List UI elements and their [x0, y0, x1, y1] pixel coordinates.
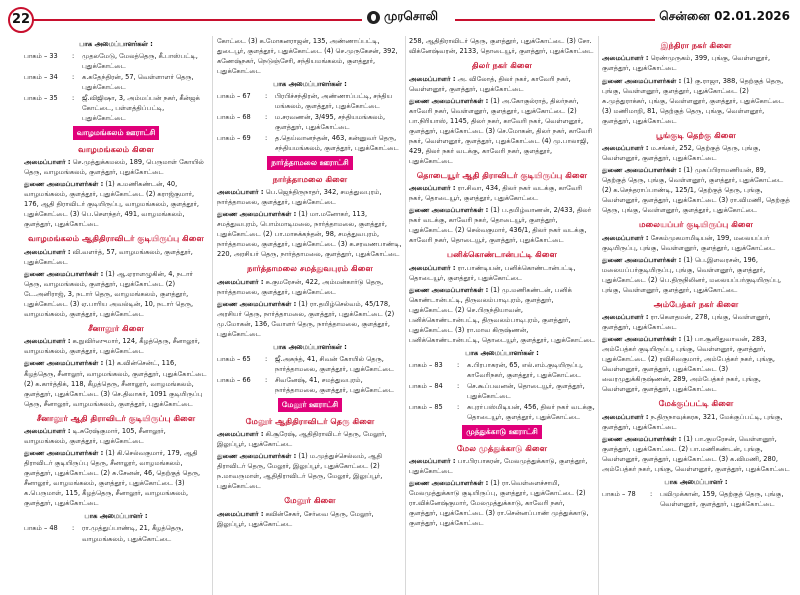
member-entry — [602, 143, 790, 163]
member-entry — [602, 53, 790, 73]
branch-title: வாழமங்கலம் கிளை — [78, 143, 154, 154]
masthead-logo — [363, 9, 442, 25]
branch-title: சீனாலூர் கிளை — [88, 322, 144, 333]
member-details: ம.சங்கர், 252, தெற்குத் தெரு, புங்கு, வெள்ளனூர், குளத்தூர், புதுக்கோட்டை — [602, 144, 761, 163]
separator-colon: : — [457, 382, 460, 391]
booth-number: பாகம் – 67 — [217, 92, 251, 101]
separator-colon: : — [650, 490, 653, 499]
separator-colon: : — [72, 524, 75, 533]
separator-colon: : — [72, 73, 75, 82]
booth-row — [217, 375, 403, 395]
member-entry — [409, 456, 595, 476]
member-details: அ. விலோத், திலர் நகர், காவேரி நகர், வெள்ளனூர், குளத்தூர், புதுக்கோட்டை — [409, 74, 571, 93]
column-divider — [212, 36, 213, 595]
member-entry — [24, 448, 208, 508]
column-divider — [598, 36, 599, 595]
member-entry — [217, 187, 403, 207]
member-details: (1) கி.செல்வகுமார், 179, ஆதி திராவிடர் குடியிருப்பு தெரு, சீனாலூர், வாழமங்கலம், குளத்தூர், புதுக்கோட்டை (2) சு.சேனன், 46, தெற்குத் தெரு, சீனாலூர், வாழமங்கலம், குளத்தூர், புதுக்கோட்டை (3) க.பெருமாள், 115, கீழத்தெரு, சீனாலூர், வாழமங்கலம், குளத்தூர், புதுக்கோட்டை — [24, 449, 201, 508]
branch-title: மேலூர் கிளை — [284, 495, 336, 506]
booth-details: செ.கூப்பவனன், தொடையூர், குளத்தூர், புதுக்கோட்டை — [467, 382, 585, 401]
member-details: (1) பா.குமரேசன், வெள்ளனூர், குளத்தூர், புதுக்கோட்டை (2) பா.மணிகண்டன், புங்கு, வெள்ளனூர், குளத்தூர், புதுக்கோட்டை (3) க.விமணி, 280, அம்பேத்கர் நகர், புங்கு, வெள்ளனூர், குளத்தூர், புதுக்கோட்டை — [602, 434, 790, 473]
role-label: அமைப்பாளர் : — [602, 233, 649, 242]
role-label: அமைப்பாளர் : — [409, 457, 456, 466]
role-label: துணை அமைப்பாளர்கள் : — [24, 449, 104, 458]
member-details: (1) கு.ராஜா, 388, தெற்குத் தெரு, புங்கு, வெள்ளனூர், குளத்தூர், புதுக்கோட்டை (2) சு.முத்துராக்கர், புங்கு, வெள்ளனூர், குளத்தூர், புதுக்கோட்டை (3) மணிமாறி, 81, தெற்குத் தெரு, புங்கு, வெள்ளனூர், குளத்தூர், புதுக்கோட்டை — [602, 76, 784, 125]
booth-row — [217, 91, 403, 111]
member-entry — [217, 277, 403, 297]
member-details: (1) ஆ.ஏராளழுகின், 4, நடார் தெரு, வாழமங்கலம், குளத்தூர், புதுக்கோட்டை (2) டே.அனிராஜ், 3, நடார் தெரு, வாழமங்கலம், குளத்தூர், புதுக்கோட்டை (3) ஏ.பாரிய அவல்டின், 10, நடார் தெரு, வாழமங்கலம், குளத்தூர், புதுக்கோட்டை — [24, 269, 194, 318]
member-entry — [217, 429, 403, 449]
role-label: அமைப்பாளர் : — [217, 509, 264, 518]
role-label: அமைப்பாளர் : — [24, 427, 71, 436]
booth-details: சிவனேஷ், 41, சமத்துவபுரம், நார்த்தாமலை, குளத்தூர், புதுக்கோட்டை — [275, 376, 394, 395]
role-label: அமைப்பாளர் : — [217, 277, 264, 286]
member-entry — [409, 285, 595, 345]
booth-number: பாகம் – 84 — [409, 382, 443, 391]
continued-text: 258, ஆதிதிராவிடர் தெரு, குளத்தூர், புதுக்கோட்டை (3) சோ. விக்னேஷ்வரன், 2133, தொடையூர், குளத்தூர், புதுக்கோட்டை — [409, 37, 594, 56]
subheading: பாக அமைப்பாளர் : — [664, 477, 728, 486]
member-entry — [602, 412, 790, 432]
booth-details: பவிமுக்கான், 159, தெற்குத் தெரு, புங்கு, வெள்ளனூர், குளத்தூர், புதுக்கோட்டை — [660, 490, 784, 509]
member-entry — [24, 358, 208, 408]
role-label: துணை அமைப்பாளர்கள் : — [602, 335, 682, 344]
branch-title: சீனாலூர் ஆதி திராவிடர் குடியிருப்பு கிளை — [36, 412, 196, 423]
member-entry — [602, 165, 790, 215]
booth-details: ஜீ.விஜிஷா, 3, அம்மப்பன் நகர், கீன்ஜக் கோட்டை, பள்ளத்திப்பட்டி, புதுக்கோட்டை — [82, 94, 200, 123]
member-details: (1) மா.மனோகர், 113, சமத்துவபுரம், பொம்மாடிமலை, நார்த்தாமலை, குளத்தூர், புதுக்கோட்டை (2) பா.மாசுக்கந்தன், 98, சமத்துவபுரம், நார்த்தாமலை, குளத்தூர், புதுக்கோட்டை (3) க.சரவணபாண்டி, 220, அரசியர் தெரு, நார்த்தாமலை, குளத்தூர், புதுக்கோட்டை — [217, 210, 402, 259]
role-label: அமைப்பாளர் : — [409, 263, 456, 272]
role-label: துணை அமைப்பாளர்கள் : — [217, 210, 297, 219]
booth-row — [217, 112, 403, 132]
header-rule-left — [32, 19, 362, 21]
member-entry — [24, 269, 208, 319]
role-label: அமைப்பாளர் : — [602, 54, 649, 63]
member-details: க.நுவிர்ஸுமார், 124, கீழத்தெரு, சீனாலூர், வாழமங்கலம், குளத்தூர், புதுக்கோட்டை — [24, 337, 200, 356]
member-details: (1) ம.முத்துச்செல்வம், ஆதி திராவிடர் தெரு, மேலூர், இலுப்பூர், புதுக்கோட்டை (2) ந.மாவருமாள், ஆதிதிராவிடர் தெரு, மேலூர், இலுப்பூர், புதுக்கோட்டை — [217, 452, 383, 491]
role-label: துணை அமைப்பாளர்கள் : — [602, 434, 682, 443]
member-details: டி.சுரேஷ்குமார், 105, சீனாலூர், வாழமங்கலம், குளத்தூர், புதுக்கோட்டை — [24, 427, 166, 446]
section-banner: நார்த்தாமலை ஊராட்சி — [267, 156, 352, 169]
member-entry — [602, 255, 790, 295]
member-details: ரெண்முருகம், 399, புங்கு, வெள்ளனூர், குளத்தூர், புதுக்கோட்டை — [602, 54, 771, 73]
booth-number: பாகம் – 48 — [24, 524, 58, 533]
column-4 — [602, 36, 790, 595]
column-3 — [409, 36, 595, 595]
member-entry — [602, 312, 790, 332]
section-banner: வாழமங்கலம் ஊராட்சி — [73, 126, 159, 139]
member-details: ரா.பாண்டியன், பனிக்கொண்டான்பட்டி, தொடையூர், குளத்தூர், புதுக்கோட்டை — [409, 263, 576, 282]
member-details: (1) பெ.இளவரசன், 196, மலையப்பர்குடியிருப்பு, புங்கு, வெள்ளனூர், குளத்தூர், புதுக்கோட்டை (2) பெ.திருநிலினர், மலையப்பர்குடியிருப்பு, புங்கு, வெள்ளனூர், குளத்தூர், புதுக்கோட்டை — [602, 255, 782, 294]
subheading: பாக அமைப்பாளர்கள் : — [273, 80, 347, 89]
booth-number: பாகம் – 34 — [24, 73, 58, 82]
separator-colon: : — [72, 52, 75, 61]
booth-number: பாகம் – 66 — [217, 376, 251, 385]
booth-number: பாகம் – 65 — [217, 355, 251, 364]
booth-row — [409, 381, 595, 401]
role-label: துணை அமைப்பாளர்கள் : — [24, 359, 104, 368]
booth-number: பாகம் – 78 — [602, 490, 636, 499]
member-details: பா.பிரபாகரன், மேலமுத்துக்காடு, குளத்தூர், புதுக்கோட்டை — [409, 457, 588, 476]
dateline — [655, 9, 790, 25]
booth-row — [409, 402, 595, 422]
member-entry — [409, 263, 595, 283]
branch-title: வாழமங்கலம் ஆதிதிராவிடர் குடியிருப்பு கிளை — [28, 233, 204, 244]
role-label: துணை அமைப்பாளர்கள் : — [409, 285, 489, 294]
member-details: (1) முகப்பிராமணியன், 89, தெற்குத் தெரு, புங்கு, வெள்ளனூர், குளத்தூர், புதுக்கோட்டை (2) க.செந்தராப்பாண்டி, 125/1, தெற்குத் தெரு, புங்கு, வெள்ளனூர், குளத்தூர், புதுக்கோட்டை (3) ரா.விமணி, தெற்குத் தெரு, புங்கு, வெள்ளனூர், குளத்தூர், புதுக்கோட்டை — [602, 166, 790, 215]
booth-details: முதலமேடு, மேலத்தெரு, கீ.பாஸ்பட்டி, புதுக்கோட்டை — [82, 52, 198, 71]
section-banner: மேலூர் ஊராட்சி — [278, 398, 342, 411]
column-divider — [405, 36, 406, 595]
role-label: துணை அமைப்பாளர்கள் : — [602, 255, 682, 264]
separator-colon: : — [265, 113, 268, 122]
member-entry — [409, 478, 595, 528]
member-entry — [24, 247, 208, 267]
member-entry — [217, 209, 403, 259]
branch-title: மேக்குப்பட்டி கிளை — [658, 398, 734, 409]
booth-number: பாகம் – 69 — [217, 134, 251, 143]
page-number: 22 — [8, 7, 34, 33]
member-entry — [602, 434, 790, 474]
branch-title: மேலூர் ஆதிதிராவிடர் தெரு கிளை — [245, 415, 375, 426]
booth-row — [24, 51, 208, 71]
booth-number: பாகம் – 83 — [409, 361, 443, 370]
branch-title: திலர் நகர் கிளை — [471, 60, 533, 71]
booth-row — [24, 93, 208, 123]
member-entry — [602, 334, 790, 394]
member-details: கி.சூரேஷ், ஆதிதிராவிடர் தெரு, மேலூர், இலுப்பூர், புதுக்கோட்டை — [217, 430, 387, 449]
role-label: துணை அமைப்பாளர்கள் : — [409, 96, 489, 105]
booth-row — [217, 354, 403, 374]
branch-title: இந்திரா நகர் கிளை — [660, 40, 732, 50]
branch-title: மலையப்பர் குடியிருப்பு கிளை — [638, 219, 754, 230]
separator-colon: : — [457, 403, 460, 412]
role-label: துணை அமைப்பாளர்கள் : — [24, 269, 104, 278]
issue-date: 02.01.2026 — [714, 9, 790, 23]
booth-number: பாகம் – 68 — [217, 113, 251, 122]
subheading: பாக அமைப்பாளர்கள் : — [79, 40, 153, 48]
member-details: (1) க.வின்சென்ட், 116, கீழத்தெரு, சீனாலூர், வாழமங்கலம், குளத்தூர், புதுக்கோட்டை (2) க.கார்த்திக், 118, கீழத்தெரு, சீனாலூர், வாழமங்கலம், குளத்தூர், புதுக்கோட்டை (3) செ.திவாகர், 1091 குடியிருப்பு தெரு, சீனாலூர், வாழமங்கலம், குளத்தூர், புதுக்கோட்டை — [24, 359, 207, 408]
booth-row — [409, 360, 595, 380]
role-label: துணை அமைப்பாளர்கள் : — [217, 452, 297, 461]
role-label: அமைப்பாளர் : — [217, 430, 264, 439]
continued-text: கோட்டை (3) க.மோகனராஜன், 135, அண்ணாப்பட்டி, துடைபூர், குளத்தூர், புதுக்கோட்டை (4) செ.முருகேசன், 392, கணேஷ்நகர், நெடுஞ்சேரி, சந்தியமங்கலம், குளத்தூர், புதுக்கோட்டை — [217, 37, 398, 76]
member-entry — [217, 509, 403, 529]
booth-number: பாகம் – 35 — [24, 94, 58, 103]
member-entry — [24, 426, 208, 446]
member-entry — [602, 76, 790, 126]
role-label: அமைப்பாளர் : — [409, 184, 456, 193]
separator-colon: : — [265, 134, 268, 143]
member-details: செ.முத்துக்கமலம், 189, பெருமாள் கோயில் தெரு, வாழமங்கலம், குளத்தூர், புதுக்கோட்டை — [24, 158, 204, 177]
role-label: அமைப்பாளர் : — [602, 412, 649, 421]
booth-details: ம.சரவணன், 3/495, சந்தியமங்கலம், குளத்தூர், புதுக்கோட்டை — [275, 113, 386, 132]
header-rule-right — [455, 19, 665, 21]
role-label: துணை அமைப்பாளர்கள் : — [602, 76, 682, 85]
member-entry — [24, 179, 208, 229]
separator-colon: : — [457, 361, 460, 370]
section-banner: முத்துக்காடு ஊராட்சி — [462, 425, 542, 438]
role-label: அமைப்பாளர் : — [409, 74, 456, 83]
booth-row — [217, 133, 403, 153]
member-entry — [217, 451, 403, 491]
member-details: சேகம்முகமாமிடியன், 199, மலையப்பர் குடியிருப்பு, புங்கு, வெள்ளனூர், குளத்தூர், புதுக்கோட்டை — [602, 233, 776, 252]
role-label: அமைப்பாளர் : — [24, 337, 71, 346]
branch-title: அம்பேத்கர் நகர் கிளை — [653, 298, 739, 309]
member-details: (1) ரா.வெள்ளைச்சாமி, மேலமுத்துக்காடு குடியிருப்பு, குளத்தூர், புதுக்கோட்டை (2) ரா.விக்னேஷ்குமார், மேலமுத்துக்காடு, காவேரி நகர், குளத்தூர், புதுக்கோட்டை (3) ரா.சென்னப்பாண் முத்துக்காடு, குளத்தூர், புதுக்கோட்டை — [409, 479, 589, 528]
branch-title: தொடையூர் ஆதி திராவிடர் குடியிருப்பு கிளை — [416, 169, 588, 180]
member-details: (1) பா.சூனிதுவாவன், 283, அம்பேத்கர் குடியிருப்பு, புங்கு, வெள்ளனூர், குளத்தூர், புதுக்கோட்டை (2) ரவிசிவகுமார், அம்பேத்கர் நகர், புங்கு, வெள்ளனூர், குளத்தூர், புதுக்கோட்டை (3) வைரமுதுக்கிருஷ்ணன், 289, அம்பேத்கர் நகர், புங்கு, வெள்ளனூர், குளத்தூர், புதுக்கோட்டை — [602, 335, 776, 394]
member-entry — [409, 74, 595, 94]
separator-colon: : — [265, 355, 268, 364]
member-entry — [24, 336, 208, 356]
role-label: துணை அமைப்பாளர்கள் : — [217, 299, 297, 308]
booth-details: சுபுரா்பஸ்மிடியன், 456, திலர் நகர் வடக்கு, தொடையூர், குளத்தூர், புதுக்கோட்டை — [467, 403, 595, 422]
role-label: அமைப்பாளர் : — [24, 247, 71, 256]
booth-row — [602, 489, 790, 509]
branch-title: மேல முத்துக்காடு கிளை — [456, 442, 548, 453]
member-details: கவின்சேகர், சேர்வை தெரு, மேலூர், இலுப்பூர், புதுக்கோட்டை — [217, 509, 374, 528]
member-details: ரா.கௌதமன், 278, புங்கு, வெள்ளனூர், குளத்தூர், புதுக்கோட்டை — [602, 313, 771, 332]
role-label: துணை அமைப்பாளர்கள் : — [409, 479, 489, 488]
role-label: துணை அமைப்பாளர்கள் : — [24, 180, 104, 189]
branch-title: பூங்குடி தெற்கு கிளை — [656, 129, 736, 140]
member-details: (1) ரா.தமிழ்செல்வம், 45/178, அரசியர் தெரு, நார்த்தாமலை, குளத்தூர், புதுக்கோட்டை (2) மு.மோகன், 136, வோளர் தெரு, நார்த்தாமலை, குளத்தூர், புதுக்கோட்டை — [217, 299, 395, 338]
separator-colon: : — [72, 94, 75, 103]
member-entry — [24, 157, 208, 177]
member-entry — [217, 299, 403, 339]
role-label: அமைப்பாளர் : — [24, 158, 71, 167]
branch-title: நார்த்தாமலை சமத்துவபுரம் கிளை — [247, 263, 373, 274]
role-label: அமைப்பாளர் : — [602, 313, 649, 322]
member-entry — [602, 233, 790, 253]
booth-details: பிரபிச்சந்திரன், அண்ணாப்பட்டி, சந்திய மங்கலம், குளத்தூர், புதுக்கோட்டை — [275, 92, 393, 111]
role-label: துணை அமைப்பாளர்கள் : — [602, 166, 682, 175]
member-details: பெ.ஜெந்திருநாதர், 342, சமத்துவபுரம், நார்த்தாமலை, குளத்தூர், புதுக்கோட்டை — [217, 188, 382, 207]
booth-details: த.தெய்வானந்தன், 463, கன்னுவர் தெரு, சந்தியமங்கலம், குளத்தூர், புதுக்கோட்டை — [275, 134, 399, 153]
paper-name: முரசொலி — [384, 9, 438, 23]
member-details: சு.குமரேசன், 422, அம்மன்கார்டு தெரு, நார்த்தாமலை, குளத்தூர், புதுக்கோட்டை — [217, 277, 384, 296]
member-details: (1) மு.மணிகண்டன், பனிக் கொண்டான்பட்டி, திருவலம்பாடிபுரம், குளத்தூர், புதுக்கோட்டை (2) செ.பிருந்தியாவன், பனிக்கொண்டான்பட்டி, திருவலம்பாடிபுரம், குளத்தூர், புதுக்கோட்டை (3) ரா.மாவ கிருஷ்ணன், பனிக்கொண்டான்பட்டி, தொடையூர், குளத்தூர், புதுக்கோட்டை — [409, 285, 595, 344]
subheading: பாக அமைப்பாளர்கள் : — [273, 343, 347, 352]
booth-row — [24, 72, 208, 92]
booth-row — [24, 523, 208, 543]
member-entry — [409, 183, 595, 203]
separator-colon: : — [265, 376, 268, 385]
role-label: துணை அமைப்பாளர்கள் : — [409, 206, 489, 215]
page-header — [0, 0, 800, 34]
member-entry — [409, 96, 595, 166]
booth-details: ரா.முத்துப்பாண்டி, 21, கீழத்தெரு, வாழமங்கலம், புதுக்கோட்டை — [82, 524, 184, 543]
role-label: அமைப்பாளர் : — [602, 144, 649, 153]
member-details: (1) அ.கோகுல்ராத், திலர்நகர், காவேரி நகர், வெள்ளனூர், குளத்தூர், புதுக்கோட்டை (2) பா.நிரியாஸ், 1145, திலர் நகர், காவேரி நகர், வெள்ளனூர், குளத்தூர், புதுக்கோட்டை (3) செ.மோகன், திலர் நகர், காவேரி நகர், வெள்ளனூர், குளத்தூர், புதுக்கோட்டை (4) மு.பாலாஜி, 429, திலர் நகர் வடக்கு, காவேரி நகர், குளத்தூர், புதுக்கோட்டை — [409, 96, 593, 165]
column-1 — [24, 36, 208, 595]
member-details: வி.வளர்த், 57, வாழமங்கலம், குளத்தூர், புதுக்கோட்டை — [24, 247, 193, 266]
booth-number: பாகம் – 85 — [409, 403, 443, 412]
column-2 — [217, 36, 403, 595]
subheading: பாக அமைப்பாளர் : — [84, 512, 148, 521]
subheading: பாக அமைப்பாளர்கள் : — [465, 348, 539, 357]
booth-details: ஜீ.அசுந்த், 41, சிவன் கோயில் தெரு, நார்த்தாமலை, குளத்தூர், புதுக்கோட்டை — [275, 355, 394, 374]
member-details: (1) க.மணிகண்டன், 40, வாழமங்கலம், குளத்தூர், புதுக்கோட்டை (2) கராஜ்குமார், 176, ஆதி திராவிடர் குடியிருப்பு, வாழமங்கலம், குளத்தூர், புதுக்கோட்டை (3) பெ.சௌந்தர், 491, வாழமங்கலம், குளத்தூர், புதுக்கோட்டை — [24, 180, 199, 229]
booth-number: பாகம் – 33 — [24, 52, 58, 61]
member-details: ந.திருநாவுக்கரசு, 321, மேக்குப்பட்டி, புங்கு, குளத்தூர், புதுக்கோட்டை — [602, 412, 783, 431]
booth-details: க.பிரபாகரன், 65, எல்.எம்.குடியிருப்பு, காவேரிநகர், குளத்தூர், புதுக்கோட்டை — [467, 361, 583, 380]
member-details: ரா.சிவா, 434, திலர் நகர் வடக்கு, காவேரி நகர், தொடையூர், குளத்தூர், புதுக்கோட்டை — [409, 184, 583, 203]
city-name: சென்னை — [659, 9, 710, 23]
branch-title: பனிக்கொண்டான்பட்டி கிளை — [447, 249, 557, 260]
booth-details: க.கதேந்திரன், 57, வெள்ளாளர் தெரு, புதுக்கோட்டை — [82, 73, 194, 92]
branch-title: நார்த்தாமலை கிளை — [272, 173, 348, 184]
role-label: அமைப்பாளர் : — [217, 188, 264, 197]
sun-emblem-icon — [367, 11, 380, 24]
separator-colon: : — [265, 92, 268, 101]
member-details: (1) ப.தமிழ்வாணன், 2/433, திலர் நகர் வடக்கு, காவேரி நகர், தொடையூர், குளத்தூர், புதுக்கோட்டை (2) செல்வகுமார், 436/1, திலர் நகர் வடக்கு, காவேரி நகர், தொடையூர், குளத்தூர், புதுக்கோட்டை — [409, 206, 592, 245]
member-entry — [409, 205, 595, 245]
